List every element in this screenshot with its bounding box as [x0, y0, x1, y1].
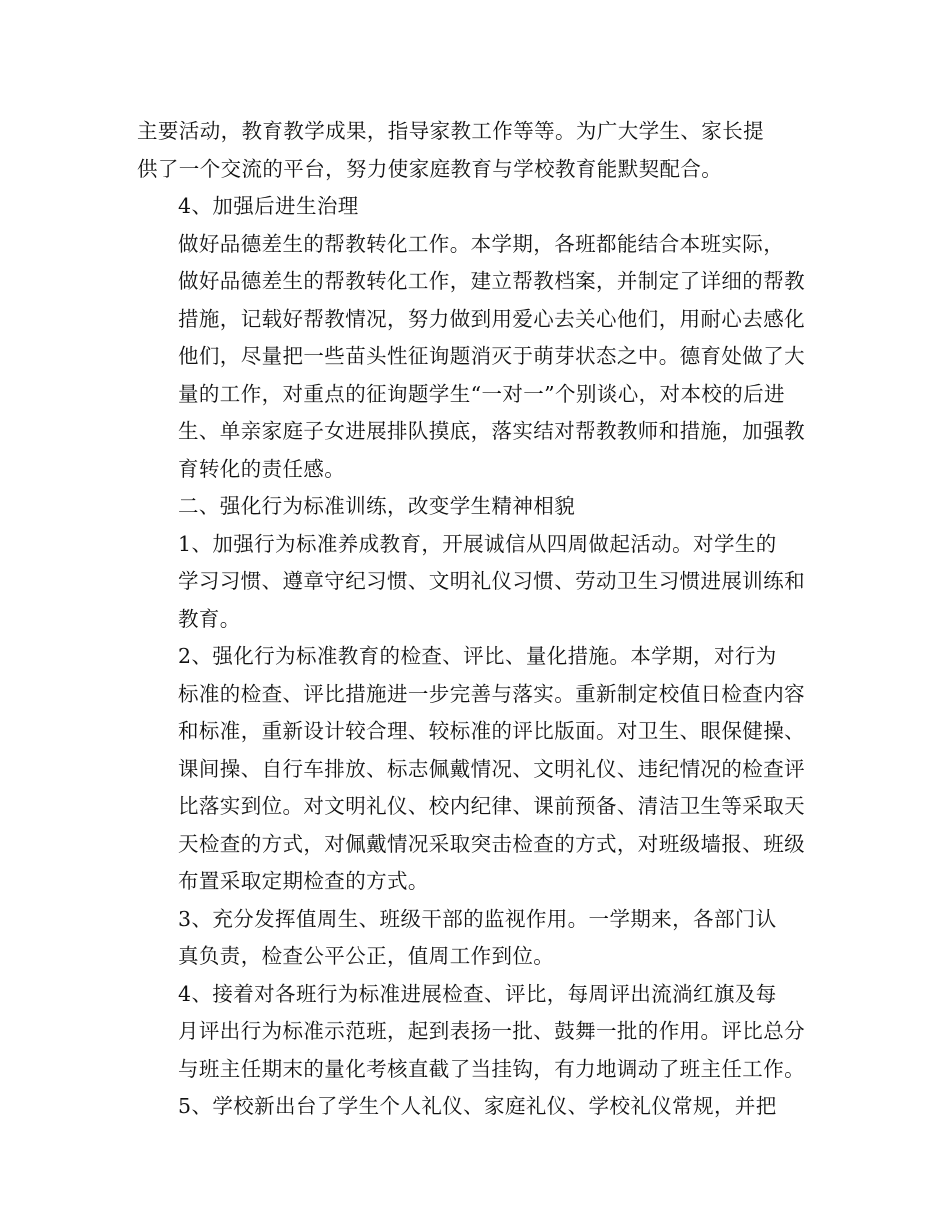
text-line: 学习习惯、遵章守纪习惯、文明礼仪习惯、劳动卫生习惯进展训练和 [178, 569, 805, 593]
section-heading-behavior-training [137, 488, 813, 526]
text-line: 标准的检查、评比措施进一步完善与落实。重新制定校值日检查内容 [178, 681, 805, 706]
text-line: 做好品德差生的帮教转化工作。本学期，各班都能结合本班实际， [178, 231, 785, 256]
text-line: 供了一个交流的平台，努力使家庭教育与学校教育能默契配合。 [137, 156, 723, 181]
paragraph-etiquette-rules [137, 1088, 813, 1126]
paragraph-habit-education [137, 526, 813, 639]
text-line: 布置采取定期检查的方式。 [178, 869, 429, 893]
text-line: 与班主任期末的量化考核直截了当挂钩，有力地调动了班主任工作。 [178, 1056, 805, 1081]
text-line: 主要活动，教育教学成果，指导家教工作等等。为广大学生、家长提 [137, 119, 764, 143]
text-line: 做好品德差生的帮教转化工作，建立帮教档案，并制定了详细的帮教 [178, 269, 805, 293]
text-line: 生、单亲家庭子女进展排队摸底，落实结对帮教教师和措施，加强教 [178, 419, 805, 443]
text-line: 措施，记载好帮教情况，努力做到用爱心去关心他们，用耐心去感化 [178, 306, 805, 331]
paragraph-inspection-measures [137, 638, 813, 901]
text-line: 4、接着对各班行为标准进展检查、评比，每周评出流淌红旗及每 [178, 981, 777, 1006]
text-line: 教育。 [178, 606, 241, 631]
paragraph-moral-tutoring [137, 226, 813, 489]
paragraph-family-education-platform [137, 113, 813, 188]
section-heading-underachiever-management [137, 188, 813, 226]
text-line: 他们，尽量把一些苗头性征询题消灭于萌芽状态之中。德育处做了大 [178, 344, 805, 368]
paragraph-class-evaluation [137, 976, 813, 1089]
text-line: 课间操、自行车排放、标志佩戴情况、文明礼仪、违纪情况的检查评 [178, 756, 805, 781]
paragraph-duty-students [137, 901, 813, 976]
text-line: 1、加强行为标准养成教育，开展诚信从四周做起活动。对学生的 [178, 531, 777, 556]
text-line: 2、强化行为标准教育的检查、评比、量化措施。本学期，对行为 [178, 644, 777, 668]
text-line: 5、学校新出台了学生个人礼仪、家庭礼仪、学校礼仪常规，并把 [178, 1094, 777, 1118]
text-line: 月评出行为标准示范班，起到表扬一批、鼓舞一批的作用。评比总分 [178, 1019, 805, 1043]
document-body [137, 113, 813, 1126]
text-line: 和标准，重新设计较合理、较标准的评比版面。对卫生、眼保健操、 [178, 719, 805, 743]
text-line: 真负责，检查公平公正，值周工作到位。 [178, 944, 555, 968]
text-line: 比落实到位。对文明礼仪、校内纪律、课前预备、清洁卫生等采取天 [178, 794, 805, 818]
text-line: 天检查的方式，对佩戴情况采取突击检查的方式，对班级墙报、班级 [178, 831, 805, 856]
text-line: 二、强化行为标准训练，改变学生精神相貌 [178, 494, 576, 518]
text-line: 3、充分发挥值周生、班级干部的监视作用。一学期来，各部门认 [178, 906, 777, 931]
text-line: 4、加强后进生治理 [178, 194, 359, 218]
text-line: 育转化的责任感。 [178, 456, 346, 481]
text-line: 量的工作，对重点的征询题学生“一对一”个别谈心，对本校的后进 [178, 381, 785, 406]
